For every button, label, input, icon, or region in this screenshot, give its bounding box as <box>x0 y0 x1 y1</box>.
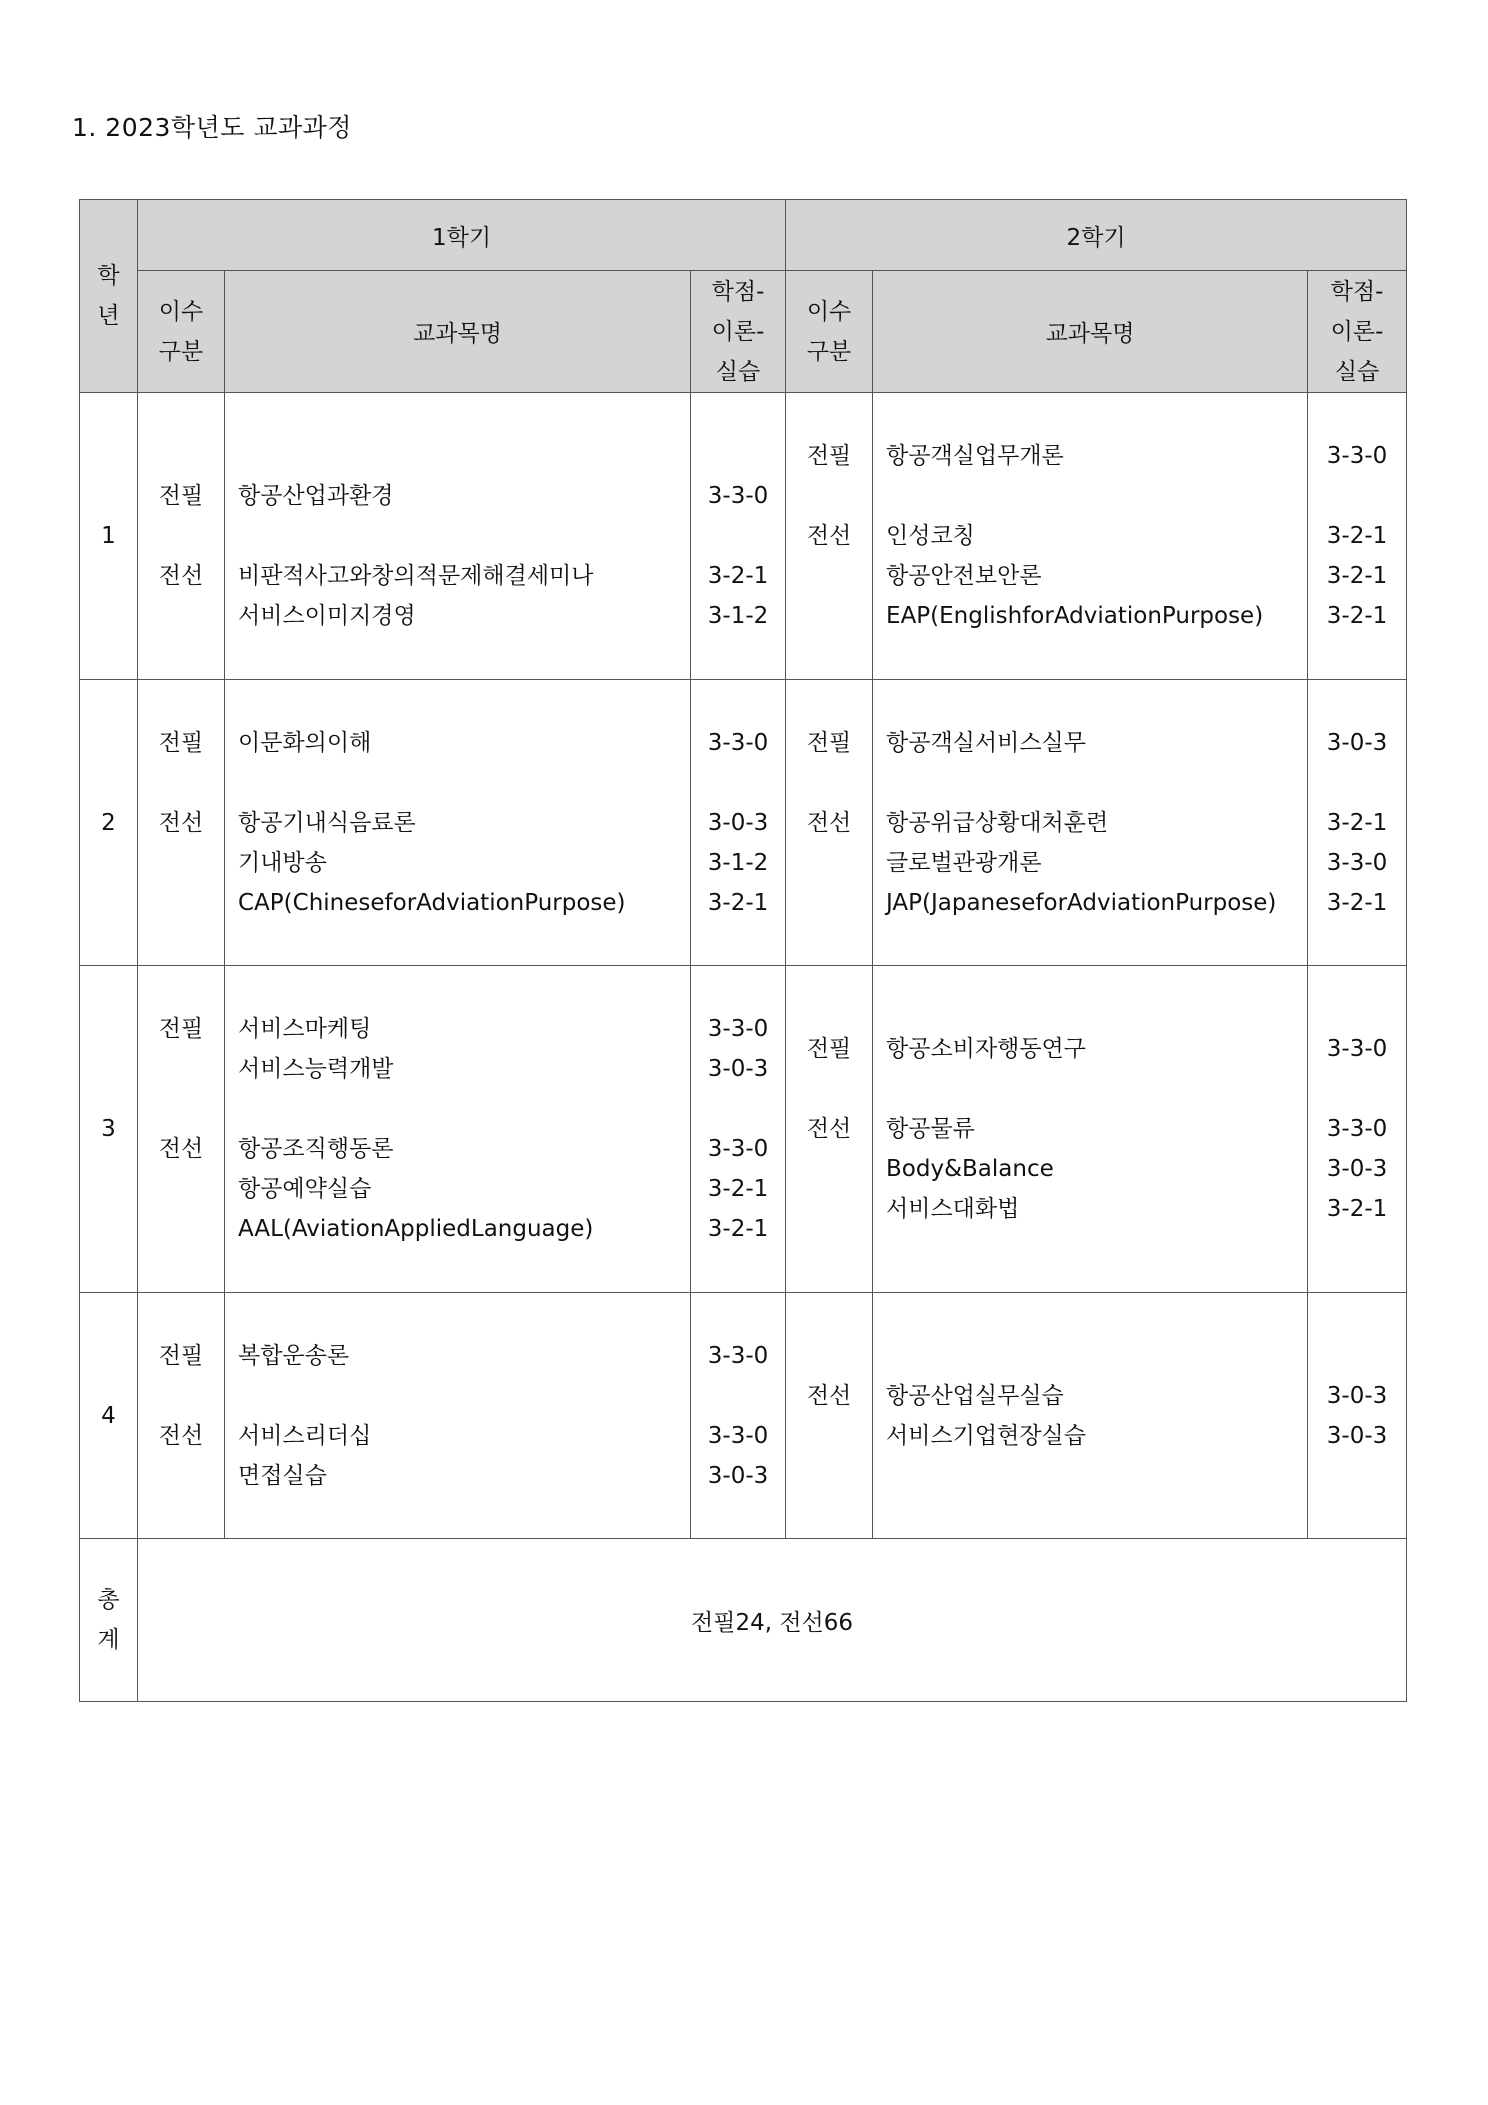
spacer <box>786 596 872 636</box>
credit-text: 3-2-1 <box>707 1176 769 1202</box>
s2-course-type-cell <box>786 966 873 1293</box>
spacer <box>138 1456 224 1496</box>
s1-course-name-cell <box>225 1293 691 1539</box>
spacer <box>691 1376 785 1416</box>
spacer <box>786 763 872 803</box>
spacer <box>786 883 872 923</box>
credit-header-line: 실습 <box>1334 358 1380 385</box>
year-label-cell: 2 <box>80 680 138 966</box>
course-name-text: 인성코칭 <box>886 523 975 549</box>
credit-header-line: 이론- <box>1330 318 1384 345</box>
credit-text: 3-3-0 <box>707 729 769 756</box>
credit-text: 3-2-1 <box>1326 563 1388 589</box>
course-type-text: 전필 <box>806 1036 852 1062</box>
course-name-text: 서비스능력개발 <box>238 1056 394 1082</box>
year-label-cell: 4 <box>80 1293 138 1539</box>
credit-text: 3-3-0 <box>1326 1116 1388 1142</box>
credit-header <box>691 271 786 393</box>
s2-course-type-cell <box>786 680 873 966</box>
credit-text: 3-3-0 <box>1326 849 1388 876</box>
spacer <box>1308 1069 1406 1109</box>
credit-text: 3-3-0 <box>707 1136 769 1162</box>
credit-text: 3-3-0 <box>1326 443 1388 469</box>
spacer <box>786 843 872 883</box>
spacer <box>786 476 872 516</box>
course-type-text: 전필 <box>806 729 852 756</box>
course-name-text: 서비스대화법 <box>886 1196 1020 1222</box>
year-3-row <box>80 966 1407 1293</box>
s1-course-name-cell <box>225 966 691 1293</box>
credit-text: 3-2-1 <box>1326 523 1388 549</box>
course-type-text: 전선 <box>158 809 204 836</box>
credit-header-line: 학점- <box>711 278 765 305</box>
credit-text: 3-1-2 <box>707 849 769 876</box>
course-name-text: 항공산업실무실습 <box>886 1382 1064 1409</box>
s1-course-type-cell <box>138 966 225 1293</box>
course-name-text: JAP(JapaneseforAdviationPurpose) <box>886 889 1277 916</box>
spacer <box>691 1089 785 1129</box>
year-header-cell <box>80 200 138 393</box>
s1-credit-cell <box>691 393 786 680</box>
spacer <box>138 1049 224 1089</box>
course-name-text: 서비스마케팅 <box>238 1016 372 1042</box>
s2-credit-cell <box>1308 393 1407 680</box>
spacer <box>691 516 785 556</box>
credit-text: 3-2-1 <box>707 889 769 916</box>
course-type-text: 전선 <box>806 1116 852 1142</box>
year-label-cell: 3 <box>80 966 138 1293</box>
spacer <box>138 763 224 803</box>
s1-course-type-cell <box>138 680 225 966</box>
course-type-text: 전선 <box>806 523 852 549</box>
s2-course-name-cell <box>873 680 1308 966</box>
credit-text: 3-0-3 <box>707 1056 769 1082</box>
course-type-header-line: 구분 <box>806 338 852 365</box>
year-4-row <box>80 1293 1407 1539</box>
course-name-text: 이문화의이해 <box>238 729 372 756</box>
spacer <box>238 516 690 556</box>
credit-text: 3-2-1 <box>1326 603 1388 629</box>
credit-text: 3-1-2 <box>707 603 769 629</box>
course-name-text: 항공객실서비스실무 <box>886 729 1086 756</box>
course-type-text: 전필 <box>158 483 204 509</box>
course-name-text: 항공소비자행동연구 <box>886 1036 1086 1062</box>
spacer <box>138 516 224 556</box>
course-name-text: 서비스기업현장실습 <box>886 1422 1086 1449</box>
credit-text: 3-2-1 <box>707 1216 769 1242</box>
s1-course-name-cell <box>225 393 691 680</box>
semester1-header: 1학기 <box>138 200 786 271</box>
credit-text: 3-3-0 <box>707 483 769 509</box>
year-header-char: 년 <box>97 303 120 329</box>
credit-text: 3-2-1 <box>707 563 769 589</box>
course-name-text: 서비스리더십 <box>238 1422 372 1449</box>
credit-header-line: 이론- <box>711 318 765 345</box>
spacer <box>691 436 785 476</box>
course-name-text: 서비스이미지경영 <box>238 603 416 629</box>
year-label-cell: 1 <box>80 393 138 680</box>
semester2-header: 2학기 <box>786 200 1407 271</box>
spacer <box>786 1189 872 1229</box>
s2-course-type-cell <box>786 1293 873 1539</box>
spacer <box>138 843 224 883</box>
course-name-text: 항공안전보안론 <box>886 563 1042 589</box>
credit-text: 3-3-0 <box>1326 1036 1388 1062</box>
s2-credit-cell <box>1308 680 1407 966</box>
credit-header-line: 학점- <box>1330 278 1384 305</box>
spacer <box>238 436 690 476</box>
credit-text: 3-3-0 <box>707 1016 769 1042</box>
curriculum-table <box>79 199 1407 1702</box>
spacer <box>786 1149 872 1189</box>
credit-text: 3-0-3 <box>1326 1382 1388 1409</box>
total-credits-cell: 전필24, 전선66 <box>138 1539 1407 1702</box>
credit-text: 3-2-1 <box>1326 1196 1388 1222</box>
course-type-header <box>138 271 225 393</box>
course-name-text: 면접실습 <box>238 1462 327 1489</box>
course-name-text: Body&Balance <box>886 1156 1054 1182</box>
semester-header-row <box>80 200 1407 271</box>
course-type-text: 전선 <box>158 563 204 589</box>
credit-text: 3-0-3 <box>1326 729 1388 756</box>
course-name-text: 항공조직행동론 <box>238 1136 394 1162</box>
spacer <box>238 1376 690 1416</box>
spacer <box>786 1069 872 1109</box>
course-type-text: 전필 <box>806 443 852 469</box>
course-name-text: 항공산업과환경 <box>238 483 394 509</box>
credit-text: 3-0-3 <box>707 809 769 836</box>
credit-header <box>1308 271 1407 393</box>
year-header-char: 학 <box>97 263 120 289</box>
spacer <box>238 763 690 803</box>
course-type-text: 전선 <box>158 1136 204 1162</box>
course-name-header: 교과목명 <box>873 271 1308 393</box>
credit-text: 3-3-0 <box>707 1342 769 1369</box>
spacer <box>238 1089 690 1129</box>
page-title: 1. 2023학년도 교과과정 <box>72 113 352 142</box>
credit-text: 3-0-3 <box>1326 1156 1388 1182</box>
course-name-text: 비판적사고와창의적문제해결세미나 <box>238 563 594 589</box>
s2-course-name-cell <box>873 966 1308 1293</box>
course-name-text: EAP(EnglishforAdviationPurpose) <box>886 603 1264 629</box>
spacer <box>138 883 224 923</box>
spacer <box>1308 476 1406 516</box>
spacer <box>1308 763 1406 803</box>
year-2-row <box>80 680 1407 966</box>
course-type-text: 전선 <box>158 1422 204 1449</box>
credit-text: 3-0-3 <box>707 1462 769 1489</box>
course-name-text: AAL(AviationAppliedLanguage) <box>238 1216 594 1242</box>
column-header-row <box>80 271 1407 393</box>
spacer <box>886 1069 1307 1109</box>
course-name-text: 항공객실업무개론 <box>886 443 1064 469</box>
course-name-header: 교과목명 <box>225 271 691 393</box>
course-type-header-line: 구분 <box>158 338 204 365</box>
spacer <box>138 1376 224 1416</box>
s2-credit-cell <box>1308 966 1407 1293</box>
s2-course-type-cell <box>786 393 873 680</box>
course-name-text: 기내방송 <box>238 849 327 876</box>
spacer <box>138 596 224 636</box>
s1-credit-cell <box>691 680 786 966</box>
credit-text: 3-2-1 <box>1326 889 1388 916</box>
spacer <box>786 556 872 596</box>
s2-course-name-cell <box>873 393 1308 680</box>
s1-course-name-cell <box>225 680 691 966</box>
course-name-text: CAP(ChineseforAdviationPurpose) <box>238 889 626 916</box>
year-1-row <box>80 393 1407 680</box>
total-label-char: 총 <box>97 1587 120 1613</box>
spacer <box>886 476 1307 516</box>
course-type-text: 전필 <box>158 1342 204 1369</box>
s1-course-type-cell <box>138 1293 225 1539</box>
credit-text: 3-3-0 <box>707 1422 769 1449</box>
course-type-header-line: 이수 <box>806 298 852 325</box>
spacer <box>138 1169 224 1209</box>
course-type-header-line: 이수 <box>158 298 204 325</box>
spacer <box>886 763 1307 803</box>
spacer <box>786 1416 872 1456</box>
credit-text: 3-0-3 <box>1326 1422 1388 1449</box>
course-name-text: 항공기내식음료론 <box>238 809 416 836</box>
course-type-text: 전선 <box>806 809 852 836</box>
course-name-text: 복합운송론 <box>238 1342 350 1369</box>
course-type-text: 전필 <box>158 729 204 756</box>
course-type-text: 전선 <box>806 1382 852 1409</box>
course-name-text: 항공예약실습 <box>238 1176 372 1202</box>
spacer <box>138 436 224 476</box>
course-name-text: 글로벌관광개론 <box>886 849 1042 876</box>
s1-credit-cell <box>691 966 786 1293</box>
credit-text: 3-2-1 <box>1326 809 1388 836</box>
s2-course-name-cell <box>873 1293 1308 1539</box>
credit-header-line: 실습 <box>715 358 761 385</box>
spacer <box>691 763 785 803</box>
s1-credit-cell <box>691 1293 786 1539</box>
spacer <box>138 1209 224 1249</box>
course-name-text: 항공위급상황대처훈련 <box>886 809 1109 836</box>
total-label-cell <box>80 1539 138 1702</box>
course-type-header <box>786 271 873 393</box>
total-row <box>80 1539 1407 1702</box>
course-type-text: 전필 <box>158 1016 204 1042</box>
s2-credit-cell <box>1308 1293 1407 1539</box>
course-name-text: 항공물류 <box>886 1116 975 1142</box>
s1-course-type-cell <box>138 393 225 680</box>
total-label-char: 계 <box>97 1627 120 1653</box>
spacer <box>138 1089 224 1129</box>
